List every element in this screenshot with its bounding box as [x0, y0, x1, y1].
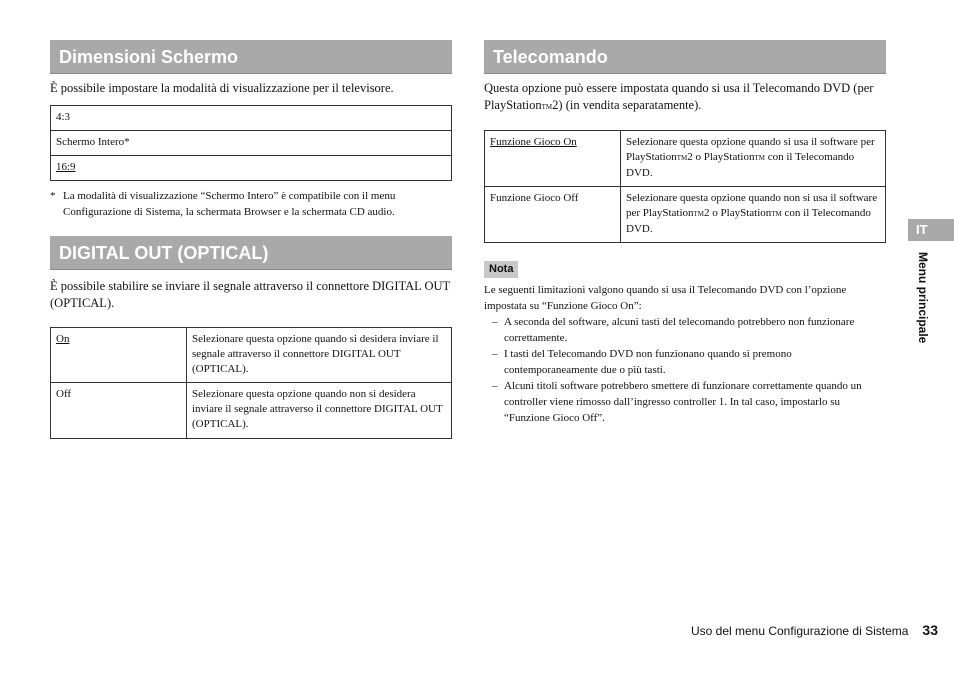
- side-section-label: Menu principale: [916, 252, 930, 344]
- table-row: [485, 131, 886, 187]
- option-desc: Selezionare questa opzione quando non si usa il software per PlayStationTM2 o PlayStationTM con il Telecomando DVD.: [621, 187, 886, 243]
- list-item: – I tasti del Telecomando DVD non funzionano quando si premono contemporaneamente due o più tasti.: [492, 348, 792, 376]
- dimensioni-options-table: [50, 105, 452, 181]
- option-name: Funzione Gioco Off: [485, 187, 621, 243]
- nota-block: [484, 259, 886, 426]
- option-name: On: [56, 333, 70, 345]
- footer-text: Uso del menu Configurazione di Sistema: [690, 624, 909, 638]
- left-column: [50, 40, 452, 439]
- tm-mark: TM: [541, 103, 553, 111]
- table-row: [51, 383, 452, 439]
- page-number: 33: [922, 622, 938, 638]
- table-row: [51, 106, 452, 131]
- option-name: Funzione Gioco On: [490, 136, 577, 148]
- telecomando-table: [484, 130, 886, 243]
- footnote: [50, 188, 452, 220]
- section-title-dimensioni-schermo: Dimensioni Schermo: [50, 40, 452, 74]
- footnote-mark: *: [50, 190, 56, 202]
- table-row: [51, 156, 452, 181]
- language-tab: IT: [908, 219, 954, 241]
- footnote-text: La modalità di visualizzazione “Schermo Intero” è compatibile con il menu Configurazione di Sistema, la schermata Browser e la schermata CD audio.: [63, 190, 396, 218]
- telecomando-intro: Questa opzione può essere impostata quando si usa il Telecomando DVD (per PlayStationTM2) (in vendita separatamente).: [484, 81, 874, 112]
- option-desc: Selezionare questa opzione quando si usa il software per PlayStationTM2 o PlayStationTM con il Telecomando DVD.: [621, 131, 886, 187]
- nota-list: [484, 314, 886, 426]
- option-default: 16:9: [56, 161, 76, 173]
- list-item: – Alcuni titoli software potrebbero smettere di funzionare correttamente quando un controller viene rimosso dall’ingresso controller 1. In tal caso, impostarlo su “Funzione Gioco Off”.: [492, 380, 862, 424]
- list-item: – A seconda del software, alcuni tasti del telecomando potrebbero non funzionare correttamente.: [492, 316, 855, 344]
- digital-out-intro: È possibile stabilire se inviare il segnale attraverso il connettore DIGITAL OUT (OPTICAL).: [50, 279, 450, 310]
- table-row: [485, 187, 886, 243]
- section-title-digital-out: DIGITAL OUT (OPTICAL): [50, 236, 452, 270]
- option-cell: 4:3: [51, 106, 452, 131]
- option-desc: Selezionare questa opzione quando non si desidera inviare il segnale attraverso il connettore DIGITAL OUT (OPTICAL).: [187, 383, 452, 439]
- option-name: Off: [51, 383, 187, 439]
- nota-text: Le seguenti limitazioni valgono quando si usa il Telecomando DVD con l’opzione impostata su “Funzione Gioco On”:: [484, 284, 847, 312]
- option-desc: Selezionare questa opzione quando si desidera inviare il segnale attraverso il connettore DIGITAL OUT (OPTICAL).: [187, 328, 452, 383]
- table-row: [51, 328, 452, 383]
- table-row: [51, 131, 452, 156]
- section-title-telecomando: Telecomando: [484, 40, 886, 74]
- page-footer: [691, 622, 938, 638]
- right-column: [484, 40, 886, 426]
- digital-out-table: [50, 327, 452, 439]
- nota-label: Nota: [484, 261, 518, 278]
- dimensioni-intro: È possibile impostare la modalità di visualizzazione per il televisore.: [50, 81, 394, 95]
- option-cell: Schermo Intero*: [51, 131, 452, 156]
